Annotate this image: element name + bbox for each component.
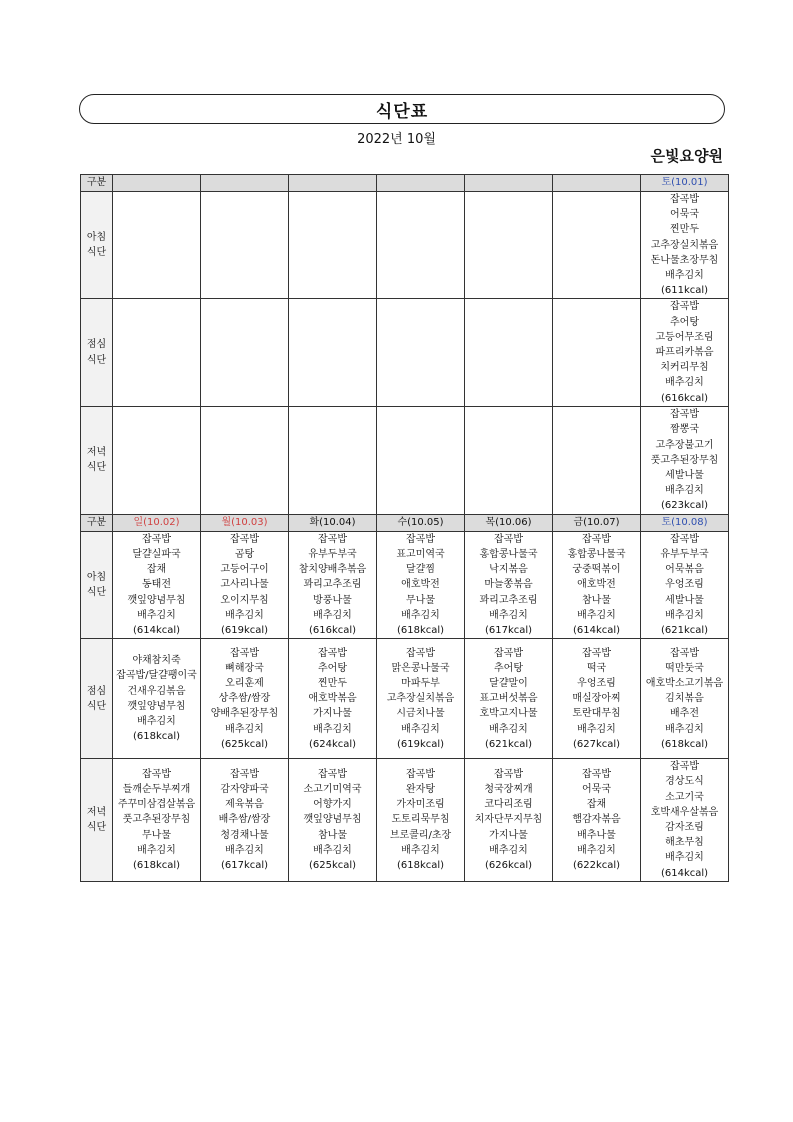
menu-cell [289, 299, 377, 406]
row-header-label: 구분 [81, 175, 113, 192]
menu-item: 잡곡밥 [582, 768, 611, 780]
menu-item: 떡만둣국 [665, 662, 704, 674]
menu-item: 호박새우살볶음 [650, 806, 719, 818]
menu-item: 우엉조림 [665, 579, 704, 591]
menu-item: 어묵국 [670, 209, 699, 221]
menu-item: 돈나물초장무침 [650, 254, 719, 266]
menu-item: 어묵국 [582, 784, 611, 796]
menu-item: 치커리무침 [660, 362, 709, 374]
menu-item: 배추김치 [401, 609, 440, 621]
menu-cell [113, 299, 201, 406]
menu-item: 배추김치 [401, 844, 440, 856]
menu-item: 소고기미역국 [303, 784, 362, 796]
menu-item: (617kcal) [484, 625, 533, 637]
menu-item: 배추김치 [489, 723, 528, 735]
menu-item: 배추김치 [313, 844, 352, 856]
menu-item: 잡곡밥 [318, 533, 347, 545]
week2-dinner-row [81, 759, 729, 882]
menu-item: 참치양배추볶음 [298, 564, 367, 576]
menu-item: 짬뽕국 [670, 424, 699, 436]
day-header: 목(10.06) [465, 514, 553, 531]
menu-item: 햄감자볶음 [572, 814, 621, 826]
menu-item: 고추장실치볶음 [386, 693, 455, 705]
menu-item: 깻잎양념무침 [127, 700, 186, 712]
menu-item: 표고미역국 [396, 549, 445, 561]
menu-item: (619kcal) [396, 738, 445, 750]
menu-item: 가자미조림 [396, 799, 445, 811]
menu-item: 참나물 [318, 829, 347, 841]
menu-cell [201, 406, 289, 514]
menu-item: 잡곡밥 [582, 533, 611, 545]
menu-item: 고등어무조림 [655, 331, 714, 343]
meal-label-text: 아침 [86, 232, 107, 243]
menu-cell [641, 192, 729, 299]
month-label: 2022년 10월 [357, 132, 436, 147]
meal-label-text: 식단 [86, 462, 107, 474]
menu-body [81, 175, 729, 882]
menu-item: 경상도식 [665, 776, 704, 788]
menu-cell [289, 531, 377, 638]
meal-label-text: 점심 [86, 339, 107, 351]
menu-item: 동태전 [142, 579, 171, 591]
menu-item: 가지나물 [313, 708, 352, 720]
menu-item: 세발나물 [665, 594, 704, 606]
day-header: 화(10.04) [289, 514, 377, 531]
menu-item: 주꾸미삼겹살볶음 [117, 799, 196, 811]
menu-item: 배추김치 [489, 844, 528, 856]
menu-item: 고추장실치볶음 [650, 239, 719, 251]
menu-cell [377, 531, 465, 638]
menu-item: 풋고추된장무침 [122, 814, 191, 826]
menu-item: 매실장아찌 [572, 693, 621, 705]
menu-table [80, 174, 729, 882]
menu-item: (621kcal) [660, 625, 709, 637]
menu-item: (618kcal) [132, 731, 181, 743]
menu-item: 깻잎양념무침 [303, 814, 362, 826]
menu-item: 어묵볶음 [665, 564, 704, 576]
menu-cell [553, 299, 641, 406]
menu-item: 마늘쫑볶음 [484, 579, 533, 591]
menu-item: 고사리나물 [220, 579, 269, 591]
meal-label-text: 점심 [86, 685, 107, 697]
menu-item: (616kcal) [660, 392, 709, 404]
menu-item: 브로콜리/초장 [389, 829, 452, 841]
menu-cell [553, 759, 641, 882]
menu-item: 제육볶음 [225, 799, 264, 811]
menu-item: 잡곡밥 [230, 768, 259, 780]
menu-item: (626kcal) [484, 860, 533, 872]
menu-item: (618kcal) [396, 860, 445, 872]
menu-cell [641, 531, 729, 638]
menu-item: 유부두부국 [660, 549, 709, 561]
menu-cell [377, 406, 465, 514]
menu-cell [641, 406, 729, 514]
meal-label [81, 192, 113, 299]
menu-item: 배추김치 [665, 609, 704, 621]
menu-cell [377, 192, 465, 299]
menu-item: 시금치나물 [396, 708, 445, 720]
menu-item: 배추김치 [313, 723, 352, 735]
menu-item: 감자양파국 [220, 784, 269, 796]
menu-item: 양배추된장무침 [210, 708, 279, 720]
menu-item: 떡국 [586, 662, 607, 674]
menu-item: 감자조림 [665, 822, 704, 834]
menu-cell [289, 639, 377, 759]
menu-item: 궁중떡볶이 [572, 564, 621, 576]
menu-item: 배추김치 [577, 844, 616, 856]
menu-item: 치자단무지무침 [474, 814, 543, 826]
day-header [201, 175, 289, 192]
menu-item: 잡곡밥 [582, 647, 611, 659]
menu-cell [113, 531, 201, 638]
menu-item: 잡곡밥 [494, 647, 523, 659]
menu-item: 낙지볶음 [489, 564, 528, 576]
menu-item: 잡곡밥 [670, 301, 699, 313]
menu-item: 오리훈제 [225, 677, 264, 689]
menu-item: 오이지무침 [220, 594, 269, 606]
menu-item: 마파두부 [401, 677, 440, 689]
menu-item: (621kcal) [484, 738, 533, 750]
menu-item: 추어탕 [494, 662, 523, 674]
menu-item: 무나물 [142, 829, 171, 841]
menu-item: (614kcal) [132, 625, 181, 637]
menu-item: 완자탕 [406, 784, 435, 796]
menu-item: 해초무침 [665, 837, 704, 849]
menu-item: 소고기국 [665, 791, 704, 803]
menu-item: (618kcal) [132, 860, 181, 872]
menu-item: 호박고지나물 [479, 708, 538, 720]
menu-item: 추어탕 [670, 316, 699, 328]
menu-item: 찐만두 [670, 224, 699, 236]
menu-item: 토란대무침 [572, 708, 621, 720]
menu-cell [641, 759, 729, 882]
meal-label-text: 아침 [86, 571, 107, 583]
menu-item: 풋고추된장무침 [650, 454, 719, 466]
menu-item: 유부두부국 [308, 549, 357, 561]
menu-item: 잡곡밥 [670, 647, 699, 659]
menu-cell [465, 759, 553, 882]
menu-item: 코다리조림 [484, 799, 533, 811]
week1-dinner-row [81, 406, 729, 514]
menu-item: 홍합콩나물국 [479, 549, 538, 561]
menu-item: 고등어구이 [220, 564, 269, 576]
menu-cell [289, 759, 377, 882]
day-header: 토(10.01) [641, 175, 729, 192]
menu-cell [377, 759, 465, 882]
menu-item: 잡곡밥 [230, 533, 259, 545]
menu-cell [113, 639, 201, 759]
menu-cell [201, 639, 289, 759]
menu-item: 잡채 [586, 799, 607, 811]
menu-item: 곰탕 [234, 549, 255, 561]
menu-item: 야채참치죽 [132, 655, 181, 667]
menu-item: (611kcal) [660, 285, 709, 297]
menu-cell [289, 406, 377, 514]
menu-item: 김치볶음 [665, 693, 704, 705]
menu-item: 배추김치 [489, 609, 528, 621]
menu-item: 잡곡밥 [494, 533, 523, 545]
meal-label [81, 639, 113, 759]
menu-item: 배추쌈/쌈장 [218, 814, 271, 826]
menu-cell [553, 192, 641, 299]
menu-item: 참나물 [582, 594, 611, 606]
menu-item: 잡곡밥 [406, 647, 435, 659]
menu-item: 세발나물 [665, 469, 704, 481]
menu-cell [465, 531, 553, 638]
menu-cell [553, 531, 641, 638]
meal-label [81, 299, 113, 406]
menu-cell [201, 299, 289, 406]
menu-item: (624kcal) [308, 738, 357, 750]
day-header: 월(10.03) [201, 514, 289, 531]
menu-item: 애호박전 [577, 579, 616, 591]
row-header-label: 구분 [81, 514, 113, 531]
menu-item: 파프리카볶음 [655, 347, 714, 359]
menu-cell [553, 406, 641, 514]
day-header [465, 175, 553, 192]
meal-label-text: 식단 [86, 700, 107, 712]
menu-item: 잡곡밥 [318, 647, 347, 659]
menu-item: 어향가지 [313, 799, 352, 811]
menu-cell [201, 192, 289, 299]
menu-item: 가지나물 [489, 829, 528, 841]
menu-item: 잡곡밥 [670, 533, 699, 545]
menu-cell [641, 299, 729, 406]
menu-item: (625kcal) [220, 738, 269, 750]
menu-item: 청국장찌개 [484, 784, 533, 796]
meal-label-text: 식단 [86, 822, 107, 834]
menu-item: 달걀말이 [489, 677, 528, 689]
menu-item: (618kcal) [396, 625, 445, 637]
menu-item: 고추장불고기 [655, 439, 714, 451]
menu-item: 꽈리고추조림 [303, 579, 362, 591]
meal-label [81, 759, 113, 882]
menu-cell [113, 406, 201, 514]
menu-item: 배추전 [670, 708, 699, 720]
menu-item: 배추김치 [665, 270, 704, 282]
menu-cell [377, 299, 465, 406]
menu-item: 홍합콩나물국 [567, 549, 626, 561]
menu-item: (614kcal) [660, 867, 709, 879]
meal-label [81, 531, 113, 638]
menu-item: 잡곡밥 [142, 768, 171, 780]
week1-header-row [81, 175, 729, 192]
menu-cell [465, 192, 553, 299]
menu-item: 배추김치 [665, 485, 704, 497]
meal-label-text: 식단 [86, 587, 107, 599]
menu-item: 배추김치 [137, 715, 176, 727]
day-header [289, 175, 377, 192]
menu-item: (616kcal) [308, 625, 357, 637]
menu-item: 잡곡밥 [230, 647, 259, 659]
menu-item: 잡곡밥 [494, 768, 523, 780]
menu-item: (623kcal) [660, 500, 709, 512]
day-header: 일(10.02) [113, 514, 201, 531]
menu-cell [465, 299, 553, 406]
meal-label-text: 저녁 [86, 447, 107, 459]
menu-item: 방풍나물 [313, 594, 352, 606]
menu-item: 꽈리고추조림 [479, 594, 538, 606]
menu-item: 배추김치 [665, 723, 704, 735]
day-header [377, 175, 465, 192]
menu-item: 배추김치 [137, 844, 176, 856]
menu-item: (619kcal) [220, 625, 269, 637]
week2-header-row [81, 514, 729, 531]
menu-item: 깻잎양념무침 [127, 594, 186, 606]
menu-cell [641, 639, 729, 759]
menu-item: 잡곡밥 [318, 768, 347, 780]
menu-item: (618kcal) [660, 738, 709, 750]
day-header: 토(10.08) [641, 514, 729, 531]
menu-item: 뼈해장국 [225, 662, 264, 674]
menu-item: 배추김치 [665, 377, 704, 389]
week2-lunch-row [81, 639, 729, 759]
menu-item: 잡곡밥/달걀팽이국 [116, 670, 197, 682]
menu-item: 청경채나물 [220, 829, 269, 841]
day-header [553, 175, 641, 192]
menu-cell [377, 639, 465, 759]
week1-lunch-row [81, 299, 729, 406]
menu-item: 달걀실파국 [132, 549, 181, 561]
menu-item: 배추김치 [577, 609, 616, 621]
menu-item: 배추김치 [225, 609, 264, 621]
menu-item: 배추김치 [313, 609, 352, 621]
meal-label-text: 식단 [86, 354, 107, 366]
menu-cell [289, 192, 377, 299]
menu-item: 잡곡밥 [406, 768, 435, 780]
menu-cell [553, 639, 641, 759]
menu-item: 배추김치 [225, 723, 264, 735]
menu-item: 배추김치 [665, 852, 704, 864]
menu-item: 잡곡밥 [406, 533, 435, 545]
menu-item: 찐만두 [318, 677, 347, 689]
menu-item: (622kcal) [572, 860, 621, 872]
menu-item: 들깨순두부찌개 [122, 784, 191, 796]
menu-item: 애호박소고기볶음 [645, 677, 724, 689]
menu-item: 잡곡밥 [670, 409, 699, 421]
menu-item: 추어탕 [318, 662, 347, 674]
menu-cell [113, 192, 201, 299]
menu-item: 잡곡밥 [142, 533, 171, 545]
menu-cell [465, 406, 553, 514]
menu-item: 애호박전 [401, 579, 440, 591]
menu-item: 무나물 [406, 594, 435, 606]
menu-item: 상추쌈/쌈장 [218, 693, 271, 705]
menu-cell [465, 639, 553, 759]
day-header: 금(10.07) [553, 514, 641, 531]
menu-item: (627kcal) [572, 738, 621, 750]
org-name: 은빛요양원 [650, 147, 723, 165]
menu-item: (625kcal) [308, 860, 357, 872]
menu-item: 배추김치 [401, 723, 440, 735]
week2-breakfast-row [81, 531, 729, 638]
menu-cell [201, 759, 289, 882]
menu-item: 표고버섯볶음 [479, 693, 538, 705]
title-box [79, 94, 725, 124]
meal-label-text: 식단 [86, 247, 107, 259]
menu-item: 배추김치 [225, 844, 264, 856]
menu-cell [113, 759, 201, 882]
page-title: 식단표 [375, 101, 429, 122]
menu-item: (617kcal) [220, 860, 269, 872]
menu-item: 맑은콩나물국 [391, 662, 450, 674]
menu-item: 건새우김볶음 [127, 685, 186, 697]
menu-item: 도토리묵무침 [391, 814, 450, 826]
menu-item: 배추나물 [577, 829, 616, 841]
menu-item: 잡채 [146, 564, 167, 576]
menu-item: 우엉조림 [577, 677, 616, 689]
day-header: 수(10.05) [377, 514, 465, 531]
day-header [113, 175, 201, 192]
menu-item: 달걀찜 [406, 564, 435, 576]
menu-item: 잡곡밥 [670, 761, 699, 773]
menu-item: 배추김치 [577, 723, 616, 735]
week1-breakfast-row [81, 192, 729, 299]
menu-cell [201, 531, 289, 638]
menu-item: 애호박볶음 [308, 693, 357, 705]
menu-item: (614kcal) [572, 625, 621, 637]
menu-item: 배추김치 [137, 609, 176, 621]
menu-item: 잡곡밥 [670, 194, 699, 205]
meal-label-text: 저녁 [86, 806, 107, 818]
meal-label [81, 406, 113, 514]
